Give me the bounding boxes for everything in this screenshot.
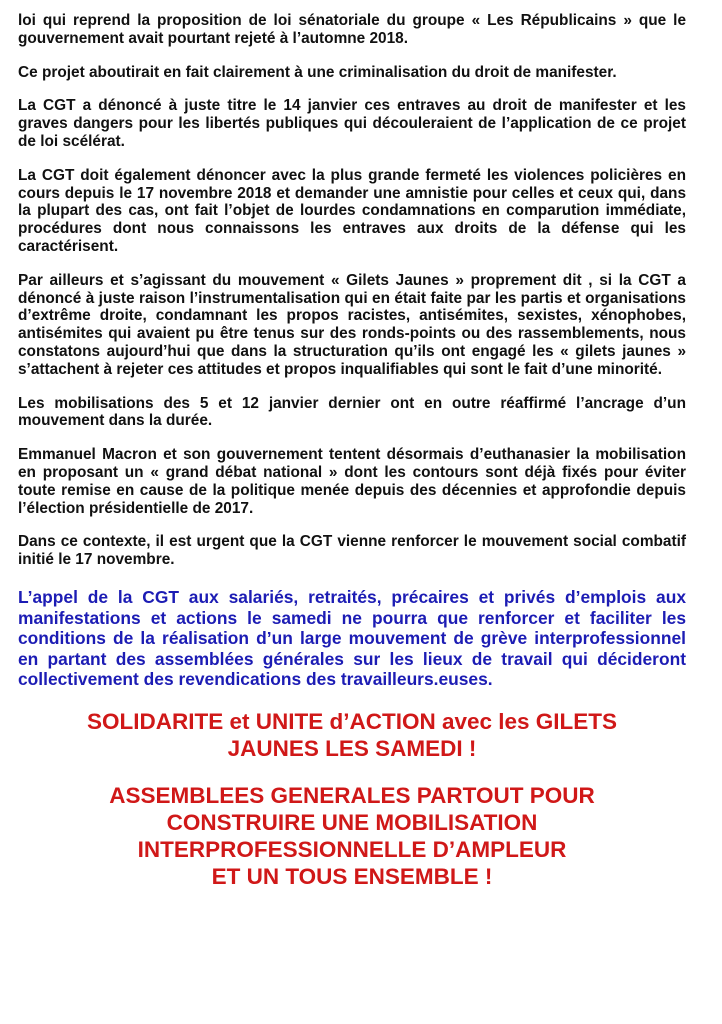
- solidarity-slogan-line-1: SOLIDARITE et UNITE d’ACTION avec les GILETS: [86, 708, 618, 734]
- paragraph-police-violence: La CGT doit également dénoncer avec la plus grande fermeté les violences policières en cours depuis le 17 novembre 2018 et demander une amnistie pour celles et ceux qui, dans la plupart des cas, ont fait l’objet de lourdes condamnations en comparution immédiate, procédures dont nous connaissons les entraves aux droits de la défense qui les caractérisent.: [18, 166, 686, 255]
- paragraph-macron-debate: Emmanuel Macron et son gouvernement tentent désormais d’euthanasier la mobilisation en proposant un « grand débat national » dont les contours sont déjà fixés pour éviter toute remise en cause de la politique menée depuis des décennies et approfondie depuis l’élection présidentielle de 2017.: [18, 446, 686, 517]
- solidarity-slogan: [18, 708, 686, 762]
- assemblies-slogan: [18, 782, 686, 890]
- paragraph-context: Dans ce contexte, il est urgent que la CGT vienne renforcer le mouvement social combatif initié le 17 novembre.: [18, 533, 686, 569]
- paragraph-mobilisations: Les mobilisations des 5 et 12 janvier dernier ont en outre réaffirmé l’ancrage d’un mouvement dans la durée.: [18, 394, 686, 430]
- document-page: [18, 12, 686, 890]
- paragraph-gilets-jaunes: Par ailleurs et s’agissant du mouvement « Gilets Jaunes » proprement dit , si la CGT a dénoncé à juste raison l’instrumentalisation qui en était faite par les partis et organisations d’extrême droite, condamnant les propos racistes, antisémites, sexistes, xénophobes, antisémites qui avaient pu être tenus sur des ronds-points ou des rassemblements, nous constatons aujourd’hui que dans la structuration qu’ils ont engagé les « gilets jaunes » s’attachent à rejeter ces attitudes et propos inqualifiables qui sont le fait d’une minorité.: [18, 271, 686, 378]
- paragraph-law-proposal: loi qui reprend la proposition de loi sénatoriale du groupe « Les Républicains » que le gouvernement avait pourtant rejeté à l’automne 2018.: [18, 12, 686, 47]
- paragraph-cgt-denounced: La CGT a dénoncé à juste titre le 14 janvier ces entraves au droit de manifester et les graves dangers pour les libertés publiques qui découleraient de l’application de ce projet de loi scélérat.: [18, 97, 686, 150]
- solidarity-slogan-line-2: JAUNES LES SAMEDI !: [227, 735, 477, 761]
- cgt-appeal-paragraph: L’appel de la CGT aux salariés, retraités, précaires et privés d’emplois aux manifestations et actions le samedi ne pourra que renforcer et faciliter les conditions de la réalisation d’un large mouvement de grève interprofessionnel en partant des assemblées générales sur les lieux de travail qui décideront collectivement des revendications des travailleurs.euses.: [18, 586, 686, 690]
- assemblies-slogan-line-1: ASSEMBLEES GENERALES PARTOUT POUR: [109, 782, 595, 808]
- assemblies-slogan-line-4: ET UN TOUS ENSEMBLE !: [211, 863, 493, 889]
- assemblies-slogan-line-2: CONSTRUIRE UNE MOBILISATION: [166, 809, 538, 835]
- paragraph-criminalisation: Ce projet aboutirait en fait clairement à une criminalisation du droit de manifester.: [18, 63, 617, 81]
- assemblies-slogan-line-3: INTERPROFESSIONNELLE D’AMPLEUR: [137, 836, 567, 862]
